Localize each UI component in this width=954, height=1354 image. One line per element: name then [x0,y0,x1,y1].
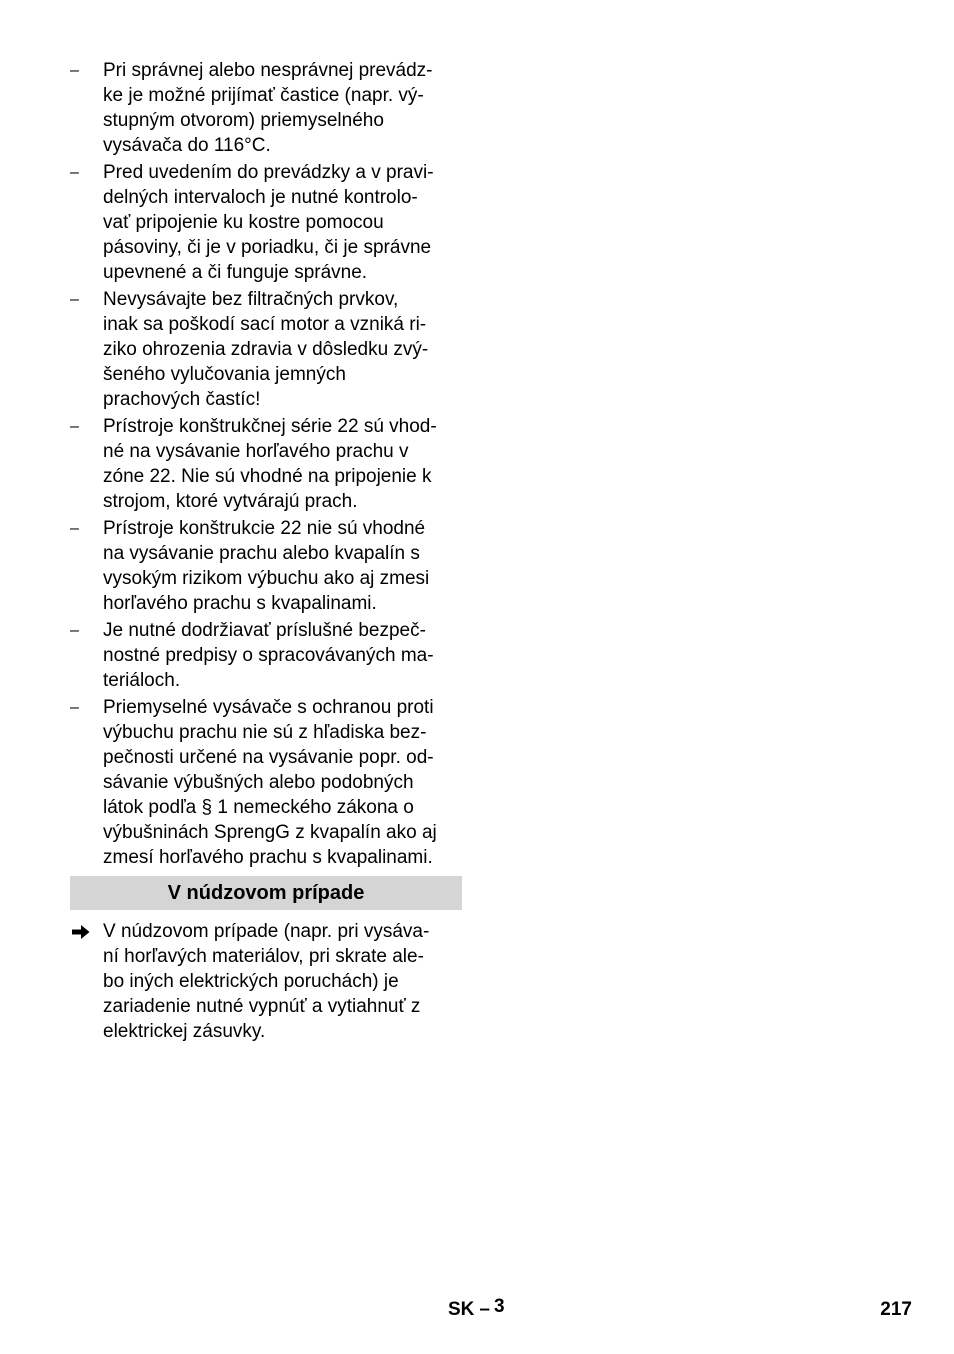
text-line: upevnené a či funguje správne. [103,262,368,283]
text-line: V núdzovom prípade (napr. pri vysáva- [103,921,430,942]
section-page-number: 3 [493,1296,505,1317]
arrow-right-icon [71,922,91,942]
text-line: Prístroje konštrukčnej série 22 sú vhod- [103,416,437,437]
text-line: výbuchu prachu nie sú z hľadiska bez- [103,722,427,743]
dash-marker: – [70,164,79,181]
text-line: šeného vylučovania jemných [103,364,346,385]
text-line: zmesí horľavého prachu s kvapalinami. [103,847,433,868]
text-line: vysávača do 116°C. [103,135,271,156]
text-line: inak sa poškodí sací motor a vzniká ri- [103,314,427,335]
text-line: zariadenie nutné vypnúť a vytiahnuť z [103,996,421,1017]
dash-marker: – [70,291,79,308]
text-line: vysokým rizikom výbuchu ako aj zmesi [103,568,430,589]
list-item [70,160,462,285]
text-line: nostné predpisy o spracovávaných ma- [103,645,434,666]
text-line: pečnosti určené na vysávanie popr. od- [103,747,434,768]
safety-bullet-list [70,58,462,870]
text-line: pásoviny, či je v poriadku, či je správne [103,237,432,258]
text-line: sávanie výbušných alebo podobných [103,772,414,793]
dash-marker: – [70,520,79,537]
list-item [70,414,462,514]
text-line: bo iných elektrických poruchách) je [103,971,399,992]
text-line: výbušninách SprengG z kvapalín ako aj [103,822,437,843]
text-line: ziko ohrozenia zdravia v dôsledku zvý- [103,339,429,360]
section-heading-emergency: V núdzovom prípade [70,876,462,910]
text-line: Pred uvedením do prevádzky a v pravi- [103,162,434,183]
list-item [70,516,462,616]
text-line: látok podľa § 1 nemeckého zákona o [103,797,414,818]
content-column [70,58,462,1046]
text-line: strojom, ktoré vytvárajú prach. [103,491,358,512]
footer-separator: – [479,1299,490,1320]
list-item [70,695,462,870]
text-line: né na vysávanie horľavého prachu v [103,441,409,462]
text-line: Nevysávajte bez filtračných prvkov, [103,289,399,310]
emergency-action-list [70,919,462,1044]
text-line: vať pripojenie ku kostre pomocou [103,212,384,233]
text-line: Prístroje konštrukcie 22 nie sú vhodné [103,518,426,539]
text-line: zóne 22. Nie sú vhodné na pripojenie k [103,466,432,487]
text-line: elektrickej zásuvky. [103,1021,266,1042]
text-line: ke je možné prijímať častice (napr. vý- [103,85,424,106]
dash-marker: – [70,622,79,639]
text-line: delných intervaloch je nutné kontrolo- [103,187,418,208]
dash-marker: – [70,418,79,435]
text-line: Pri správnej alebo nesprávnej prevádz- [103,60,433,81]
dash-marker: – [70,699,79,716]
list-item [70,58,462,158]
text-line: Priemyselné vysávače s ochranou proti [103,697,434,718]
list-item [70,919,462,1044]
footer-language-marker [448,1298,505,1322]
list-item [70,618,462,693]
dash-marker: – [70,62,79,79]
page-number: 217 [880,1299,912,1320]
text-line: prachových častíc! [103,389,261,410]
text-line: ní horľavých materiálov, pri skrate ale- [103,946,424,967]
text-line: Je nutné dodržiavať príslušné bezpeč- [103,620,426,641]
text-line: horľavého prachu s kvapalinami. [103,593,377,614]
language-code: SK [448,1299,475,1320]
text-line: na vysávanie prachu alebo kvapalín s [103,543,420,564]
text-line: stupným otvorom) priemyselného [103,110,384,131]
text-line: teriáloch. [103,670,181,691]
list-item [70,287,462,412]
